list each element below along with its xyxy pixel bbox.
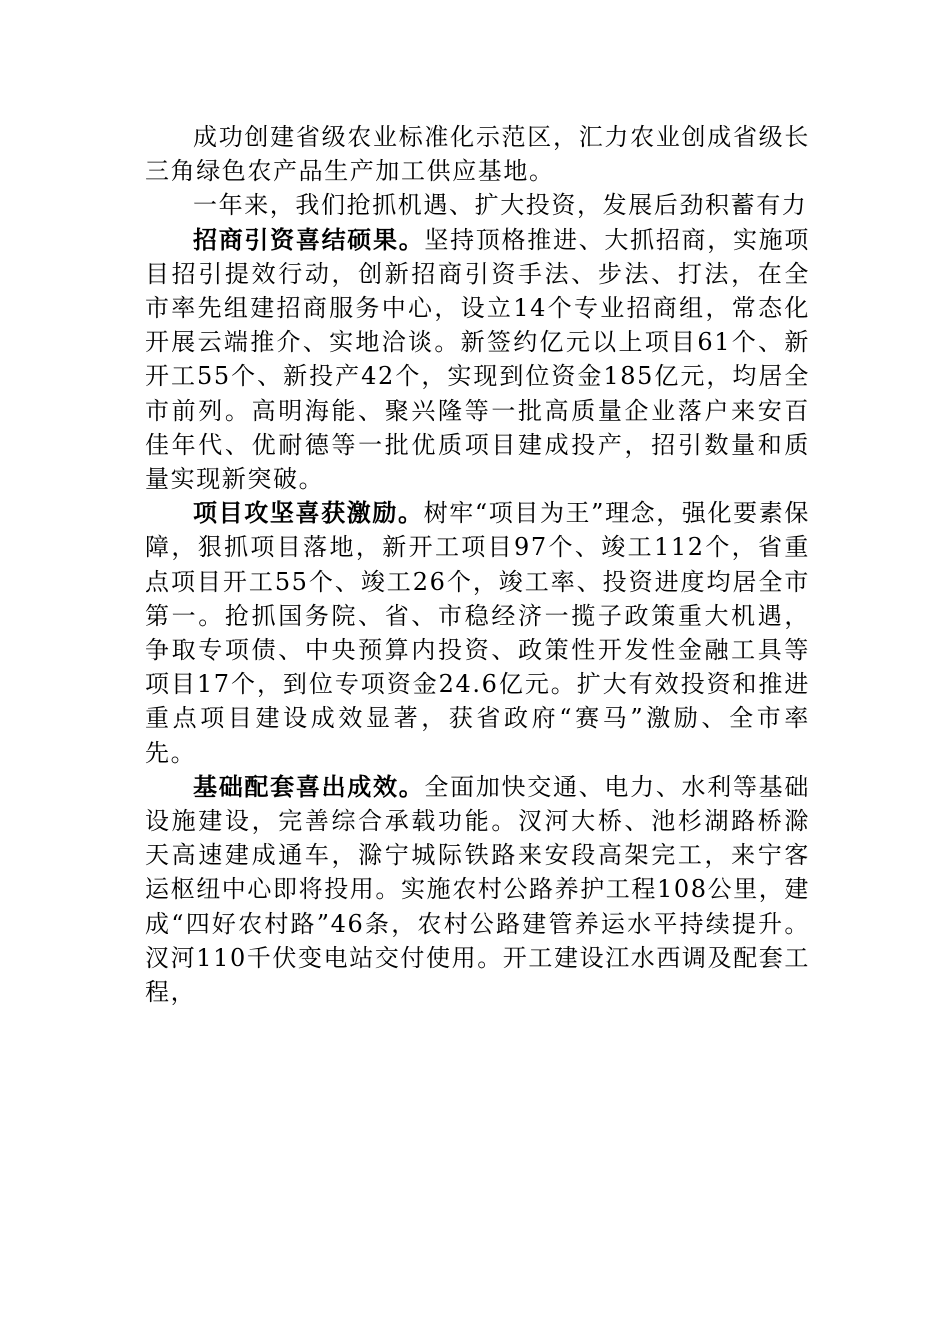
paragraph-lead-heading: 基础配套喜出成效。 (193, 772, 425, 801)
paragraph-text: 一年来，我们抢抓机遇、扩大投资，发展后劲积蓄有力 (193, 191, 808, 220)
paragraph-agri-demo (145, 120, 810, 188)
paragraph-infrastructure (145, 770, 810, 1009)
paragraph-lead-heading: 招商引资喜结硕果。 (193, 225, 425, 254)
paragraph-investment (145, 223, 810, 497)
paragraph-lead-heading: 项目攻坚喜获激励。 (193, 499, 424, 528)
paragraph-projects (145, 496, 810, 770)
paragraph-text: 坚持顶格推进、大抓招商，实施项目招引提效行动，创新招商引资手法、步法、打法，在全市率先组建招商服务中心，设立14个专业招商组，常态化开展云端推介、实地洽谈。新签约亿元以上项目61个、新开工55个、新投产42个，实现到位资金185亿元，均居全市前列。高明海能、聚兴隆等一批高质量企业落户来安百佳年代、优耐德等一批优质项目建成投产，招引数量和质量实现新突破。 (145, 225, 810, 494)
document-body (145, 120, 810, 1009)
paragraph-text: 全面加快交通、电力、水利等基础设施建设，完善综合承载功能。汊河大桥、池杉湖路桥滁天高速建成通车，滁宁城际铁路来安段高架完工，来宁客运枢纽中心即将投用。实施农村公路养护工程108公里，建成“四好农村路”46条，农村公路建管养运水平持续提升。汊河110千伏变电站交付使用。开工建设江水西调及配套工程， (145, 772, 811, 1007)
paragraph-text: 成功创建省级农业标准化示范区，汇力农业创成省级长三角绿色农产品生产加工供应基地。 (145, 123, 810, 186)
paragraph-text: 树牢“项目为王”理念，强化要素保障，狠抓项目落地，新开工项目97个、竣工112个，省重点项目开工55个、竣工26个，竣工率、投资进度均居全市第一。抢抓国务院、省、市稳经济一揽子政策重大机遇，争取专项债、中央预算内投资、政策性开发性金融工具等项目17个，到位专项资金24.6亿元。扩大有效投资和推进重点项目建设成效显著，获省政府“赛马”激励、全市率先。 (145, 499, 810, 767)
paragraph-year-summary (145, 188, 810, 222)
